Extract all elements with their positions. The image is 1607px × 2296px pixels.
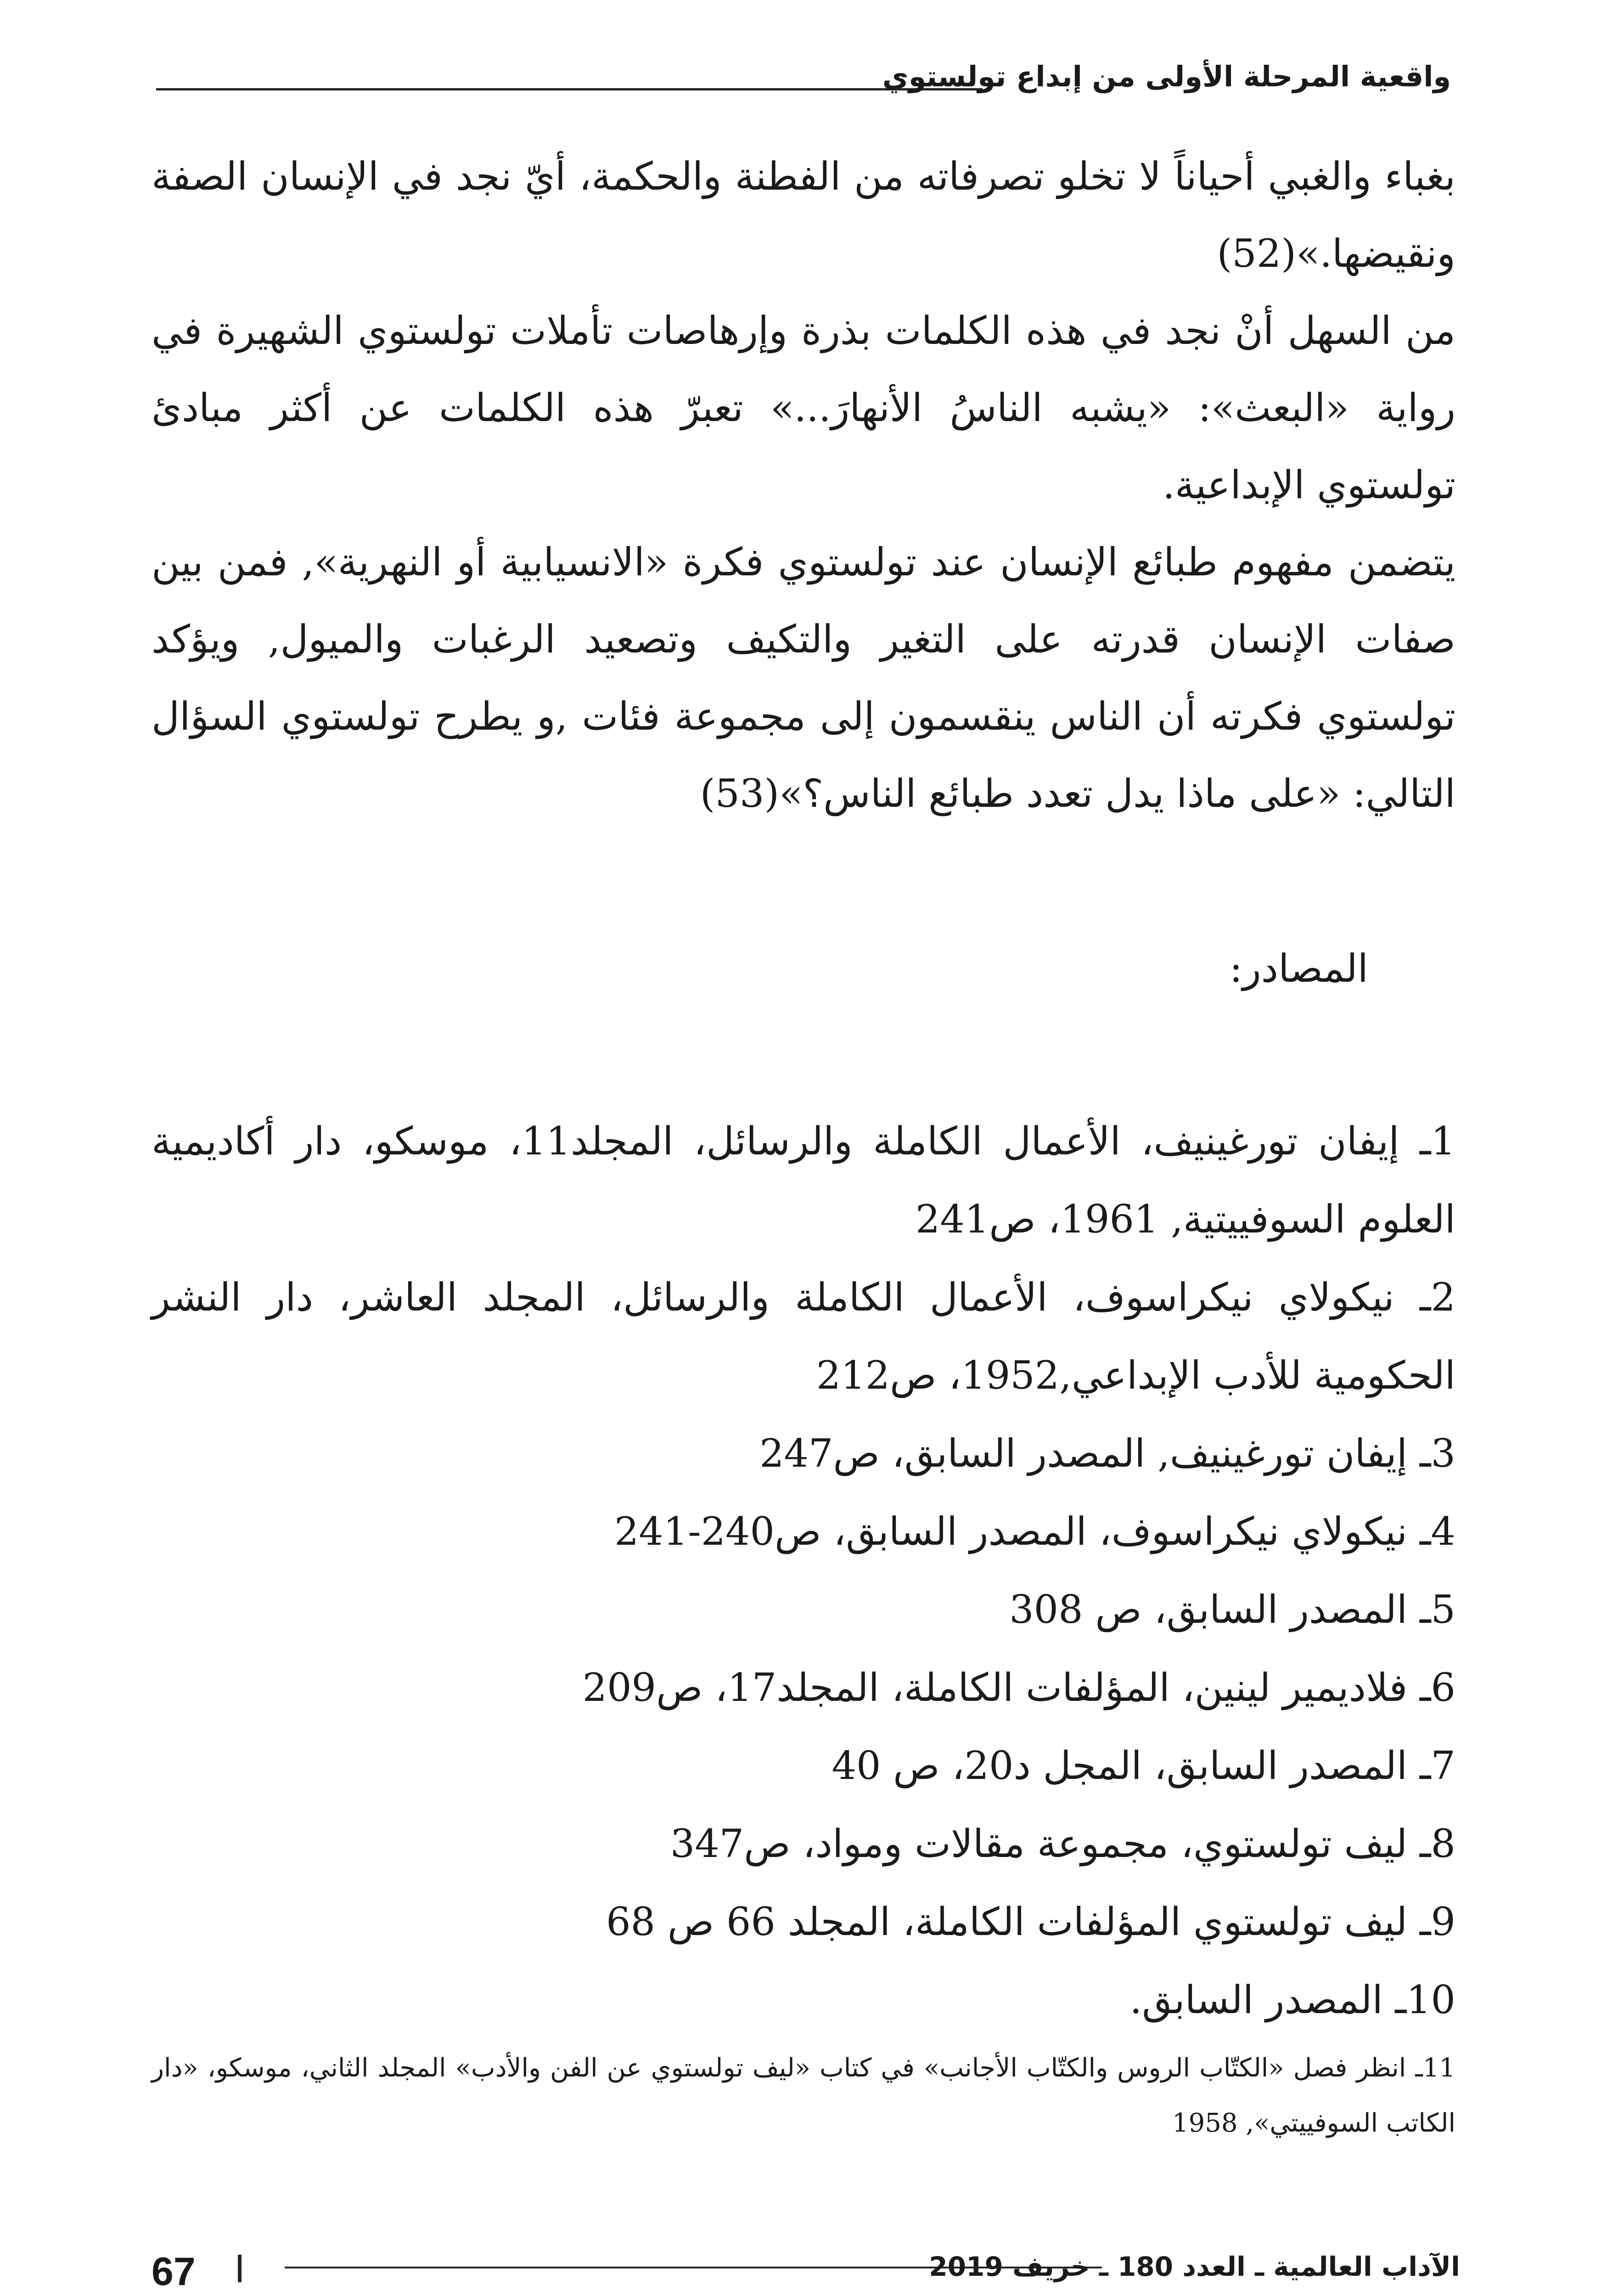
running-header [156,55,1451,106]
source-item-11: 11ـ انظر فصل «الكتّاب الروس والكتّاب الأجانب» في كتاب «ليف تولستوي عن الفن والأدب» المجلد الثاني، موسكو، «دار الكاتب السوفييتي», 1958 [152,2053,1455,2138]
sources-heading: المصادر: [1229,946,1368,991]
paragraph: يتضمن مفهوم طبائع الإنسان عند تولستوي فكرة «الانسيابية أو النهرية», فمن بين صفات الإنسان قدرته على التغير والتكيف وتصعيد الرغبات والميول, ويؤكد تولستوي فكرته أن الناس ينقسمون إلى مجموعة فئات ,و يطرح تولستوي السؤال التالي: «على ماذا يدل تعدد طبائع الناس؟»(53) [152,540,1455,816]
body-text [152,138,1455,832]
sources-list [152,1102,1455,2151]
source-item: 5ـ المصدر السابق، ص 308 [1009,1587,1455,1632]
source-item: 6ـ فلاديمير لينين، المؤلفات الكاملة، المجلد17، ص209 [582,1665,1455,1710]
source-item: 8ـ ليف تولستوي، مجموعة مقالات ومواد، ص347 [670,1821,1455,1866]
footer-separator [238,2255,242,2282]
paragraph: بغباء والغبي أحياناً لا تخلو تصرفاته من الفطنة والحكمة، أيّ نجد في الإنسان الصفة ونقيضها.»(52) [152,154,1455,276]
source-item: 2ـ نيكولاي نيكراسوف، الأعمال الكاملة والرسائل، المجلد العاشر، دار النشر الحكومية للأدب الإبداعي,1952، ص212 [152,1275,1455,1398]
source-item: 3ـ إيفان تورغينيف, المصدر السابق، ص247 [759,1431,1455,1476]
running-title: واقعية المرحلة الأولى من إبداع تولستوي [882,60,1451,93]
journal-issue: الآداب العالمية ـ العدد 180 ـ خريف 2019 [929,2251,1460,2282]
source-item: 10ـ المصدر السابق. [1129,1977,1455,2022]
source-item: 7ـ المصدر السابق، المجل د20، ص 40 [832,1743,1455,1788]
page-footer [152,2245,1460,2294]
source-item: 4ـ نيكولاي نيكراسوف، المصدر السابق، ص240-241 [614,1509,1455,1554]
page-number: 67 [152,2250,196,2294]
header-rule [156,88,983,90]
paragraph: من السهل أنْ نجد في هذه الكلمات بذرة وإرهاصات تأملات تولستوي الشهيرة في رواية «البعث»: «يشبه الناسُ الأنهارَ...» تعبرّ هذه الكلمات عن أكثر مبادئ تولستوي الإبداعية. [152,308,1455,507]
source-item: 9ـ ليف تولستوي المؤلفات الكاملة، المجلد 66 ص 68 [606,1899,1455,1944]
source-item: 1ـ إيفان تورغينيف، الأعمال الكاملة والرسائل، المجلد11، موسكو، دار أكاديمية العلوم السوفييتية, 1961، ص241 [152,1119,1455,1242]
